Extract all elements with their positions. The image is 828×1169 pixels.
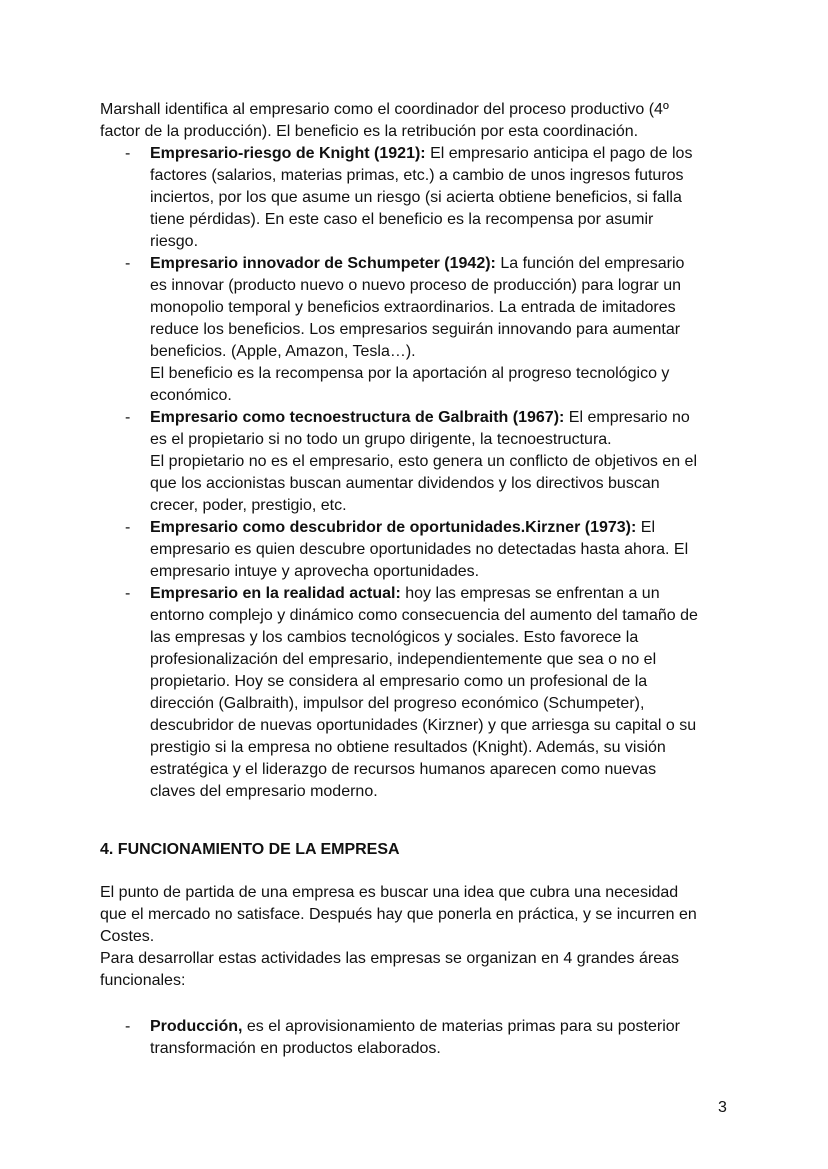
text-line: reduce los beneficios. Los empresarios seguirán innovando para aumentar xyxy=(150,321,681,338)
bullet-dash: - xyxy=(125,1018,131,1035)
list-item xyxy=(100,1016,680,1060)
text-line: tiene pérdidas). En este caso el beneficio es la recompensa por asumir xyxy=(150,211,654,228)
bullet-dash: - xyxy=(125,519,131,536)
text-line: crecer, poder, prestigio, etc. xyxy=(150,497,347,514)
page-number: 3 xyxy=(718,1099,727,1116)
bullet-dash: - xyxy=(125,409,131,426)
text-line: prestigio si la empresa no obtiene resultados (Knight). Además, su visión xyxy=(150,739,666,756)
text-line: beneficios. (Apple, Amazon, Tesla…). xyxy=(150,343,416,360)
text-line: es el propietario si no todo un grupo dirigente, la tecnoestructura. xyxy=(150,431,612,448)
text-line xyxy=(150,143,698,165)
text-line xyxy=(150,583,698,605)
list-item xyxy=(100,407,698,517)
text-line: que los accionistas buscan aumentar dividendos y los directivos buscan xyxy=(150,475,660,492)
text-line xyxy=(150,407,698,429)
item-title: Empresario como tecnoestructura de Galbraith (1967): xyxy=(150,409,565,426)
bullet-dash: - xyxy=(125,145,131,162)
text-line: empresario intuye y aprovecha oportunidades. xyxy=(150,563,480,580)
text-line: entorno complejo y dinámico como consecuencia del aumento del tamaño de xyxy=(150,607,698,624)
functional-areas-list xyxy=(100,1016,680,1060)
list-item xyxy=(100,253,698,407)
item-title: Empresario como descubridor de oportunidades.Kirzner (1973): xyxy=(150,519,637,536)
section-paragraph xyxy=(100,882,697,992)
text-line: riesgo. xyxy=(150,233,199,250)
item-text: El xyxy=(636,519,655,536)
list-item xyxy=(100,143,698,253)
item-text: El empresario no xyxy=(564,409,690,426)
text-line: Costes. xyxy=(100,928,155,945)
list-item xyxy=(100,583,698,803)
item-text: hoy las empresas se enfrentan a un xyxy=(400,585,660,602)
text-line: propietario. Hoy se considera al empresario como un profesional de la xyxy=(150,673,648,690)
item-text: El empresario anticipa el pago de los xyxy=(425,145,693,162)
intro-paragraph xyxy=(100,99,669,143)
item-title: Empresario-riesgo de Knight (1921): xyxy=(150,145,426,162)
text-line: que el mercado no satisface. Después hay que ponerla en práctica, y se incurren en xyxy=(100,906,697,923)
bullet-dash: - xyxy=(125,255,131,272)
text-line: es innovar (producto nuevo o nuevo proceso de producción) para lograr un xyxy=(150,277,681,294)
text-line: El beneficio es la recompensa por la aportación al progreso tecnológico y xyxy=(150,365,670,382)
text-line: económico. xyxy=(150,387,232,404)
item-text: La función del empresario xyxy=(495,255,685,272)
text-line: monopolio temporal y beneficios extraordinarios. La entrada de imitadores xyxy=(150,299,676,316)
text-line: transformación en productos elaborados. xyxy=(150,1040,441,1057)
text-line: estratégica y el liderazgo de recursos humanos aparecen como nuevas xyxy=(150,761,657,778)
text-line: funcionales: xyxy=(100,972,186,989)
item-title: Producción, xyxy=(150,1018,243,1035)
section-heading: 4. FUNCIONAMIENTO DE LA EMPRESA xyxy=(100,841,400,858)
text-line: El punto de partida de una empresa es buscar una idea que cubra una necesidad xyxy=(100,884,679,901)
text-line: Para desarrollar estas actividades las empresas se organizan en 4 grandes áreas xyxy=(100,950,679,967)
text-line: factor de la producción). El beneficio es la retribución por esta coordinación. xyxy=(100,123,639,140)
bullet-dash: - xyxy=(125,585,131,602)
list-item xyxy=(100,517,698,583)
text-line: profesionalización del empresario, independientemente que sea o no el xyxy=(150,651,657,668)
text-line: las empresas y los cambios tecnológicos y sociales. Esto favorece la xyxy=(150,629,639,646)
text-line xyxy=(150,253,698,275)
text-line xyxy=(150,1016,680,1038)
text-line: empresario es quien descubre oportunidades no detectadas hasta ahora. El xyxy=(150,541,689,558)
item-title: Empresario en la realidad actual: xyxy=(150,585,401,602)
text-line: descubridor de nuevas oportunidades (Kirzner) y que arriesga su capital o su xyxy=(150,717,697,734)
text-line: Marshall identifica al empresario como el coordinador del proceso productivo (4º xyxy=(100,101,669,118)
entrepreneur-theories-list xyxy=(100,143,698,803)
text-line: inciertos, por los que asume un riesgo (si acierta obtiene beneficios, si falla xyxy=(150,189,682,206)
item-text: es el aprovisionamiento de materias primas para su posterior xyxy=(242,1018,680,1035)
text-line: claves del empresario moderno. xyxy=(150,783,378,800)
item-title: Empresario innovador de Schumpeter (1942): xyxy=(150,255,496,272)
text-line: dirección (Galbraith), impulsor del progreso económico (Schumpeter), xyxy=(150,695,645,712)
text-line: factores (salarios, materias primas, etc.) a cambio de unos ingresos futuros xyxy=(150,167,684,184)
text-line xyxy=(150,517,698,539)
text-line: El propietario no es el empresario, esto genera un conflicto de objetivos en el xyxy=(150,453,697,470)
